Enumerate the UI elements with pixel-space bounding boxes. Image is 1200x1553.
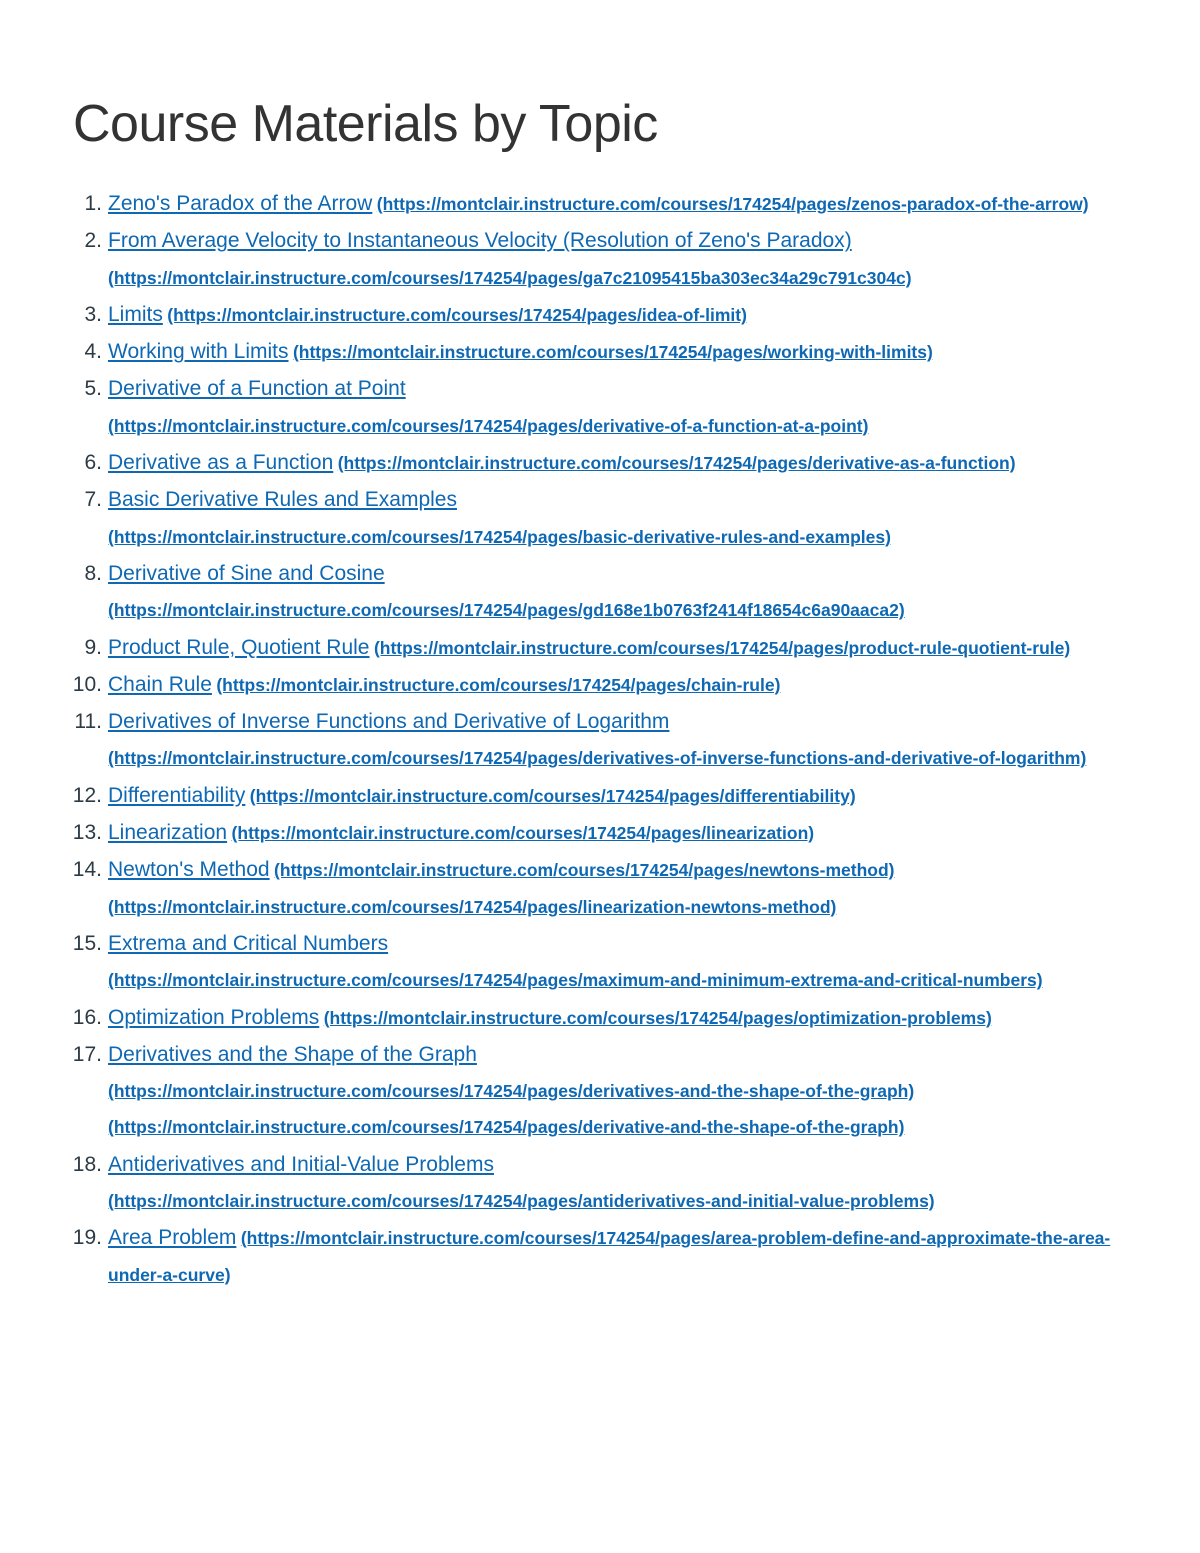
topic-link[interactable]: Derivative as a Function bbox=[108, 451, 334, 475]
topic-link[interactable]: Derivatives of Inverse Functions and Derivative of Logarithm bbox=[108, 710, 670, 734]
list-number: 5. bbox=[84, 377, 102, 401]
url-link[interactable]: (https://montclair.instructure.com/courses/174254/pages/newtons-method) bbox=[274, 860, 895, 881]
list-number: 9. bbox=[84, 635, 102, 659]
url-link[interactable]: (https://montclair.instructure.com/courses/174254/pages/chain-rule) bbox=[216, 674, 781, 695]
list-number: 11. bbox=[74, 710, 102, 734]
list-item bbox=[72, 815, 1128, 852]
list-number: 8. bbox=[84, 561, 102, 585]
list-number: 4. bbox=[84, 340, 102, 364]
list-number: 18. bbox=[72, 1152, 102, 1176]
list-item bbox=[84, 371, 1128, 445]
list-item bbox=[84, 482, 1128, 556]
url-link[interactable]: (https://montclair.instructure.com/courses/174254/pages/area-problem-define-and-approximate-the-area-under-a-curve) bbox=[108, 1228, 1111, 1285]
url-link[interactable]: (https://montclair.instructure.com/courses/174254/pages/derivative-of-a-function-at-a-point) bbox=[108, 415, 869, 436]
url-link[interactable]: (https://montclair.instructure.com/courses/174254/pages/derivatives-of-inverse-functions-and-derivative-of-logarithm) bbox=[108, 748, 1087, 769]
url-link[interactable]: (https://montclair.instructure.com/courses/174254/pages/maximum-and-minimum-extrema-and-critical-numbers) bbox=[108, 970, 1043, 991]
list-item bbox=[72, 1000, 1128, 1037]
topic-link[interactable]: Zeno's Paradox of the Arrow bbox=[108, 192, 373, 215]
url-link-secondary[interactable]: (https://montclair.instructure.com/courses/174254/pages/derivative-and-the-shape-of-the-graph) bbox=[108, 1117, 905, 1138]
topic-link[interactable]: Working with Limits bbox=[108, 340, 289, 364]
list-number: 19. bbox=[72, 1226, 102, 1250]
topic-link[interactable]: Product Rule, Quotient Rule bbox=[108, 635, 370, 659]
topic-link[interactable]: Derivatives and the Shape of the Graph bbox=[108, 1042, 477, 1066]
topic-link[interactable]: Newton's Method bbox=[108, 858, 270, 882]
topic-link[interactable]: Chain Rule bbox=[108, 672, 212, 696]
page-title: Course Materials by Topic bbox=[73, 95, 658, 153]
list-number: 16. bbox=[72, 1005, 102, 1029]
list-item bbox=[72, 1037, 1128, 1147]
list-item bbox=[72, 852, 1128, 926]
list-number: 1. bbox=[84, 192, 102, 215]
topic-link[interactable]: Linearization bbox=[108, 821, 228, 845]
list-number: 10. bbox=[72, 672, 102, 696]
url-link[interactable]: (https://montclair.instructure.com/courses/174254/pages/optimization-problems) bbox=[323, 1007, 992, 1028]
list-item bbox=[72, 1220, 1128, 1294]
list-item bbox=[84, 630, 1128, 667]
list-item bbox=[84, 297, 1128, 334]
url-link[interactable]: (https://montclair.instructure.com/courses/174254/pages/working-with-limits) bbox=[292, 342, 933, 363]
topic-link[interactable]: Extrema and Critical Numbers bbox=[108, 931, 389, 955]
topic-link[interactable]: Derivative of Sine and Cosine bbox=[108, 561, 385, 585]
list-item bbox=[84, 556, 1128, 630]
topic-link[interactable]: Differentiability bbox=[108, 783, 246, 807]
topic-link[interactable]: Area Problem bbox=[108, 1226, 237, 1250]
topic-link[interactable]: From Average Velocity to Instantaneous Velocity (Resolution of Zeno's Paradox) bbox=[108, 229, 852, 253]
url-link[interactable]: (https://montclair.instructure.com/courses/174254/pages/zenos-paradox-of-the-arrow) bbox=[376, 194, 1089, 214]
url-link[interactable]: (https://montclair.instructure.com/courses/174254/pages/gd168e1b0763f2414f18654c6a90aaca2) bbox=[108, 600, 905, 621]
list-item bbox=[72, 667, 1128, 704]
topic-list bbox=[72, 186, 1128, 1294]
list-number: 13. bbox=[72, 821, 102, 845]
list-number: 12. bbox=[72, 783, 102, 807]
list-number: 6. bbox=[84, 451, 102, 475]
list-item bbox=[84, 445, 1128, 482]
topic-link[interactable]: Basic Derivative Rules and Examples bbox=[108, 488, 457, 512]
url-link[interactable]: (https://montclair.instructure.com/courses/174254/pages/derivative-as-a-function) bbox=[337, 453, 1016, 474]
url-link[interactable]: (https://montclair.instructure.com/courses/174254/pages/basic-derivative-rules-and-examples) bbox=[108, 526, 891, 547]
list-item bbox=[84, 334, 1128, 371]
list-number: 3. bbox=[84, 302, 102, 326]
list-item bbox=[72, 1147, 1128, 1221]
list-item bbox=[72, 926, 1128, 1000]
url-link[interactable]: (https://montclair.instructure.com/courses/174254/pages/product-rule-quotient-rule) bbox=[373, 637, 1071, 658]
list-number: 2. bbox=[84, 229, 102, 253]
url-link[interactable]: (https://montclair.instructure.com/courses/174254/pages/ga7c21095415ba303ec34a29c791c304c) bbox=[108, 267, 912, 288]
topic-link[interactable]: Derivative of a Function at Point bbox=[108, 377, 406, 401]
topic-link[interactable]: Optimization Problems bbox=[108, 1005, 320, 1029]
url-link[interactable]: (https://montclair.instructure.com/courses/174254/pages/linearization) bbox=[231, 823, 815, 844]
url-link[interactable]: (https://montclair.instructure.com/courses/174254/pages/differentiability) bbox=[249, 785, 856, 806]
list-number: 7. bbox=[84, 488, 102, 512]
url-link[interactable]: (https://montclair.instructure.com/courses/174254/pages/idea-of-limit) bbox=[167, 304, 747, 325]
url-link-secondary[interactable]: (https://montclair.instructure.com/courses/174254/pages/linearization-newtons-method) bbox=[108, 896, 837, 917]
list-item bbox=[84, 223, 1128, 297]
list-item bbox=[74, 704, 1128, 778]
topic-link[interactable]: Limits bbox=[108, 302, 163, 326]
url-link[interactable]: (https://montclair.instructure.com/courses/174254/pages/derivatives-and-the-shape-of-the-graph) bbox=[108, 1081, 915, 1102]
topic-link[interactable]: Antiderivatives and Initial-Value Problems bbox=[108, 1152, 494, 1176]
url-link[interactable]: (https://montclair.instructure.com/courses/174254/pages/antiderivatives-and-initial-value-problems) bbox=[108, 1191, 935, 1212]
list-number: 14. bbox=[72, 858, 102, 882]
list-item bbox=[72, 778, 1128, 815]
list-number: 17. bbox=[72, 1042, 102, 1066]
list-item bbox=[84, 186, 1128, 223]
list-number: 15. bbox=[72, 931, 102, 955]
